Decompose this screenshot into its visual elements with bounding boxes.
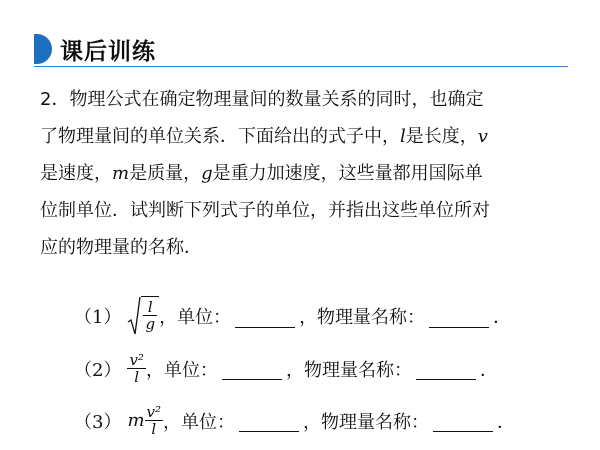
fraction-numerator: l bbox=[147, 298, 153, 316]
quantity-name-answer-blank[interactable] bbox=[416, 357, 476, 380]
subquestion-3 bbox=[74, 404, 515, 437]
problem-line-3 bbox=[40, 155, 566, 192]
unit-label: ，单位： bbox=[159, 307, 232, 328]
unit-label: ，单位： bbox=[145, 359, 218, 381]
var-v: v bbox=[477, 126, 488, 147]
subquestion-1 bbox=[74, 296, 511, 336]
header-accent-mark bbox=[34, 34, 52, 64]
subquestion-2 bbox=[74, 352, 498, 385]
radical-sign bbox=[127, 296, 141, 336]
problem-line-1: 2．物理公式在确定物理量间的数量关系的同时，也确定 bbox=[40, 89, 484, 110]
problem-text: 是长度， bbox=[405, 126, 478, 147]
problem-text: 是重力加速度，这些量都用国际单 bbox=[212, 163, 483, 184]
quantity-name-answer-blank[interactable] bbox=[433, 409, 493, 432]
fraction-denominator: l bbox=[134, 368, 140, 386]
unit-answer-blank[interactable] bbox=[235, 305, 295, 328]
quantity-name-answer-blank[interactable] bbox=[429, 305, 489, 328]
fraction-v2-over-l bbox=[127, 352, 146, 385]
fraction-v2-over-l bbox=[145, 404, 164, 437]
var-m: m bbox=[127, 410, 145, 431]
header-divider bbox=[34, 66, 568, 67]
subquestion-number: （3） bbox=[74, 411, 122, 433]
quantity-name-label: ，物理量名称： bbox=[303, 411, 430, 433]
fraction-denominator: l bbox=[151, 420, 157, 438]
subquestion-number: （1） bbox=[74, 307, 122, 328]
problem-line-4: 位制单位．试判断下列式子的单位，并指出这些单位所对 bbox=[40, 200, 490, 221]
problem-statement bbox=[40, 81, 566, 266]
section-header bbox=[34, 33, 156, 65]
var-l: l bbox=[400, 126, 406, 147]
fraction-l-over-g bbox=[143, 299, 157, 336]
sentence-end: ． bbox=[493, 307, 512, 328]
problem-line-2 bbox=[40, 118, 566, 155]
quantity-name-label: ，物理量名称： bbox=[285, 359, 412, 381]
fraction-denominator: g bbox=[145, 315, 156, 333]
radicand bbox=[141, 296, 159, 336]
sentence-end: ． bbox=[479, 359, 498, 381]
unit-label: ，单位： bbox=[163, 411, 236, 433]
sentence-end: ． bbox=[497, 411, 516, 433]
subquestion-number: （2） bbox=[74, 359, 122, 381]
problem-text: 是速度， bbox=[40, 163, 112, 184]
problem-line-5: 应的物理量的名称． bbox=[40, 237, 202, 258]
sqrt-expression bbox=[127, 296, 159, 336]
fraction-numerator: v² bbox=[146, 403, 162, 421]
var-g: g bbox=[201, 163, 213, 184]
fraction-numerator: v² bbox=[129, 351, 144, 369]
section-title: 课后训练 bbox=[60, 38, 156, 65]
unit-answer-blank[interactable] bbox=[222, 357, 282, 380]
quantity-name-label: ，物理量名称： bbox=[299, 307, 426, 328]
var-m: m bbox=[112, 163, 130, 184]
problem-text: 了物理量间的单位关系．下面给出的式子中， bbox=[40, 126, 400, 147]
unit-answer-blank[interactable] bbox=[239, 409, 299, 432]
problem-text: 是质量， bbox=[129, 163, 202, 184]
